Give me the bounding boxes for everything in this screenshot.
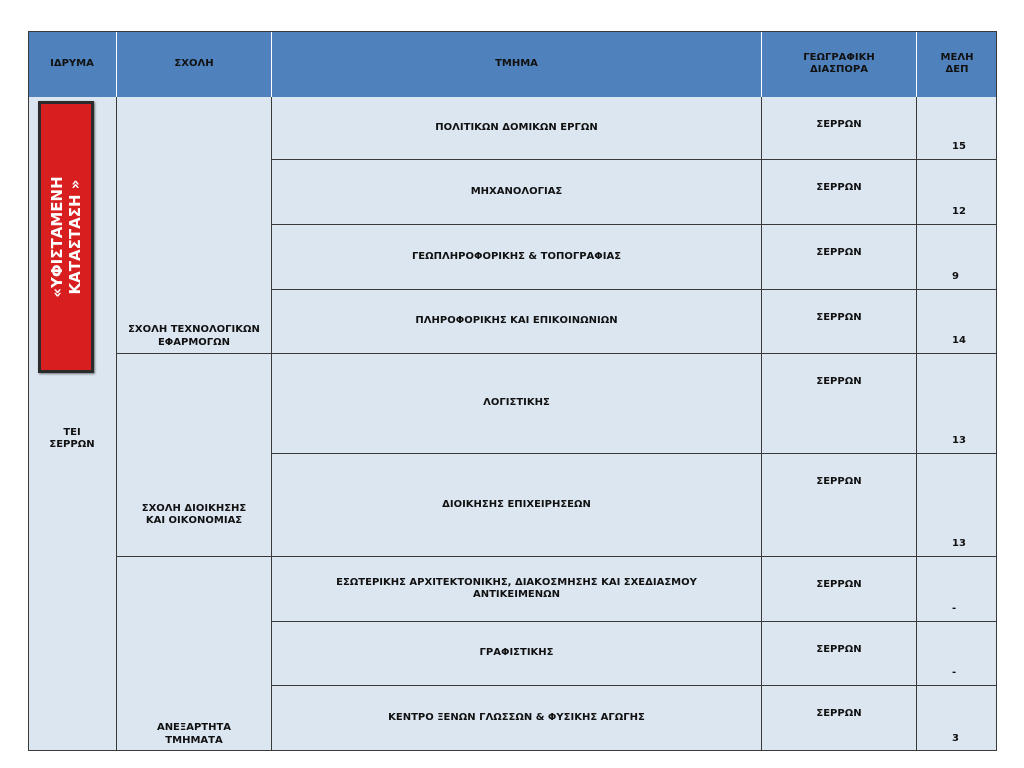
geo-cell-text: ΣΕΡΡΩΝ xyxy=(816,312,862,323)
meli-cell xyxy=(917,290,997,354)
header-geo-label: ΓΕΩΓΡΑΦΙΚΗ ΔΙΑΣΠΟΡΑ xyxy=(803,51,875,75)
department-cell xyxy=(272,290,762,354)
idryma-label: ΤΕΙ ΣΕΡΡΩΝ xyxy=(49,426,95,450)
header-idryma xyxy=(28,31,117,97)
department-cell xyxy=(272,160,762,225)
header-tmima xyxy=(272,31,762,97)
meli-cell-text: 3 xyxy=(952,732,959,744)
geo-cell-text: ΣΕΡΡΩΝ xyxy=(816,376,862,387)
stamp-line-1: «ΥΦΙΣΤΑΜΕΝΗ xyxy=(48,176,66,298)
department-cell-text: ΜΗΧΑΝΟΛΟΓΙΑΣ xyxy=(470,185,563,197)
geo-cell xyxy=(762,686,917,751)
geo-cell xyxy=(762,97,917,160)
meli-cell-text: 15 xyxy=(952,140,966,152)
meli-cell xyxy=(917,686,997,751)
department-cell-text: ΔΙΟΙΚΗΣΗΣ ΕΠΙΧΕΙΡΗΣΕΩΝ xyxy=(442,498,591,510)
school-name: ΣΧΟΛΗ ΤΕΧΝΟΛΟΓΙΚΩΝ ΕΦΑΡΜΟΓΩΝ xyxy=(128,324,260,348)
school-cell-2 xyxy=(117,557,272,751)
department-cell-text: ΠΟΛΙΤΙΚΩΝ ΔΟΜΙΚΩΝ ΕΡΓΩΝ xyxy=(435,121,598,133)
meli-cell xyxy=(917,557,997,622)
department-cell xyxy=(272,454,762,557)
meli-cell xyxy=(917,160,997,225)
school-name: ΑΝΕΞΑΡΤΗΤΑ ΤΜΗΜΑΤΑ xyxy=(156,722,232,746)
department-cell-text: ΠΛΗΡΟΦΟΡΙΚΗΣ ΚΑΙ ΕΠΙΚΟΙΝΩΝΙΩΝ xyxy=(415,315,618,327)
geo-cell xyxy=(762,290,917,354)
header-meli-label: ΜΕΛΗ ΔΕΠ xyxy=(940,51,974,75)
meli-cell-text: - xyxy=(952,666,957,678)
stamp-line-2: ΚΑΤΑΣΤΑΣΗ » xyxy=(66,179,84,295)
meli-cell xyxy=(917,97,997,160)
header-meli xyxy=(917,31,997,97)
meli-cell-text: 13 xyxy=(952,537,966,549)
header-sxoli xyxy=(117,31,272,97)
meli-cell xyxy=(917,225,997,290)
geo-cell xyxy=(762,622,917,686)
department-cell-text: ΚΕΝΤΡΟ ΞΕΝΩΝ ΓΛΩΣΣΩΝ & ΦΥΣΙΚΗΣ ΑΓΩΓΗΣ xyxy=(388,712,645,724)
geo-cell xyxy=(762,354,917,454)
department-cell-text: ΓΡΑΦΙΣΤΙΚΗΣ xyxy=(479,647,554,659)
header-geo xyxy=(762,31,917,97)
meli-cell xyxy=(917,454,997,557)
header-tmima-label: ΤΜΗΜΑ xyxy=(495,57,538,69)
school-name: ΣΧΟΛΗ ΔΙΟΙΚΗΣΗΣ ΚΑΙ ΟΙΚΟΝΟΜΙΑΣ xyxy=(141,502,247,526)
geo-cell xyxy=(762,454,917,557)
geo-cell-text: ΣΕΡΡΩΝ xyxy=(816,247,862,258)
department-cell xyxy=(272,225,762,290)
stamp-text xyxy=(48,176,84,297)
department-cell xyxy=(272,354,762,454)
header-idryma-label: ΙΔΡΥΜΑ xyxy=(50,57,94,69)
geo-cell-text: ΣΕΡΡΩΝ xyxy=(816,182,862,193)
department-cell xyxy=(272,557,762,622)
geo-cell-text: ΣΕΡΡΩΝ xyxy=(816,579,862,590)
geo-cell-text: ΣΕΡΡΩΝ xyxy=(816,708,862,719)
department-cell-text: ΕΣΩΤΕΡΙΚΗΣ ΑΡΧΙΤΕΚΤΟΝΙΚΗΣ, ΔΙΑΚΟΣΜΗΣΗΣ ΚΑΙ ΣΧΕΔΙΑΣΜΟΥ ΑΝΤΙΚΕΙΜΕΝΩΝ xyxy=(336,576,697,600)
status-stamp xyxy=(38,101,94,373)
geo-cell-text: ΣΕΡΡΩΝ xyxy=(816,119,862,130)
department-cell-text: ΓΕΩΠΛΗΡΟΦΟΡΙΚΗΣ & ΤΟΠΟΓΡΑΦΙΑΣ xyxy=(411,250,622,262)
meli-cell-text: 14 xyxy=(952,334,966,346)
geo-cell xyxy=(762,557,917,622)
department-cell xyxy=(272,686,762,751)
header-sxoli-label: ΣΧΟΛΗ xyxy=(174,57,214,69)
department-cell xyxy=(272,622,762,686)
department-cell xyxy=(272,97,762,160)
meli-cell-text: 12 xyxy=(952,205,966,217)
school-cell-0 xyxy=(117,97,272,354)
meli-cell-text: 13 xyxy=(952,434,966,446)
school-cell-1 xyxy=(117,354,272,557)
geo-cell xyxy=(762,160,917,225)
meli-cell xyxy=(917,622,997,686)
geo-cell-text: ΣΕΡΡΩΝ xyxy=(816,476,862,487)
geo-cell-text: ΣΕΡΡΩΝ xyxy=(816,644,862,655)
meli-cell-text: - xyxy=(952,602,957,614)
department-cell-text: ΛΟΓΙΣΤΙΚΗΣ xyxy=(483,397,550,409)
geo-cell xyxy=(762,225,917,290)
meli-cell-text: 9 xyxy=(952,270,959,282)
meli-cell xyxy=(917,354,997,454)
